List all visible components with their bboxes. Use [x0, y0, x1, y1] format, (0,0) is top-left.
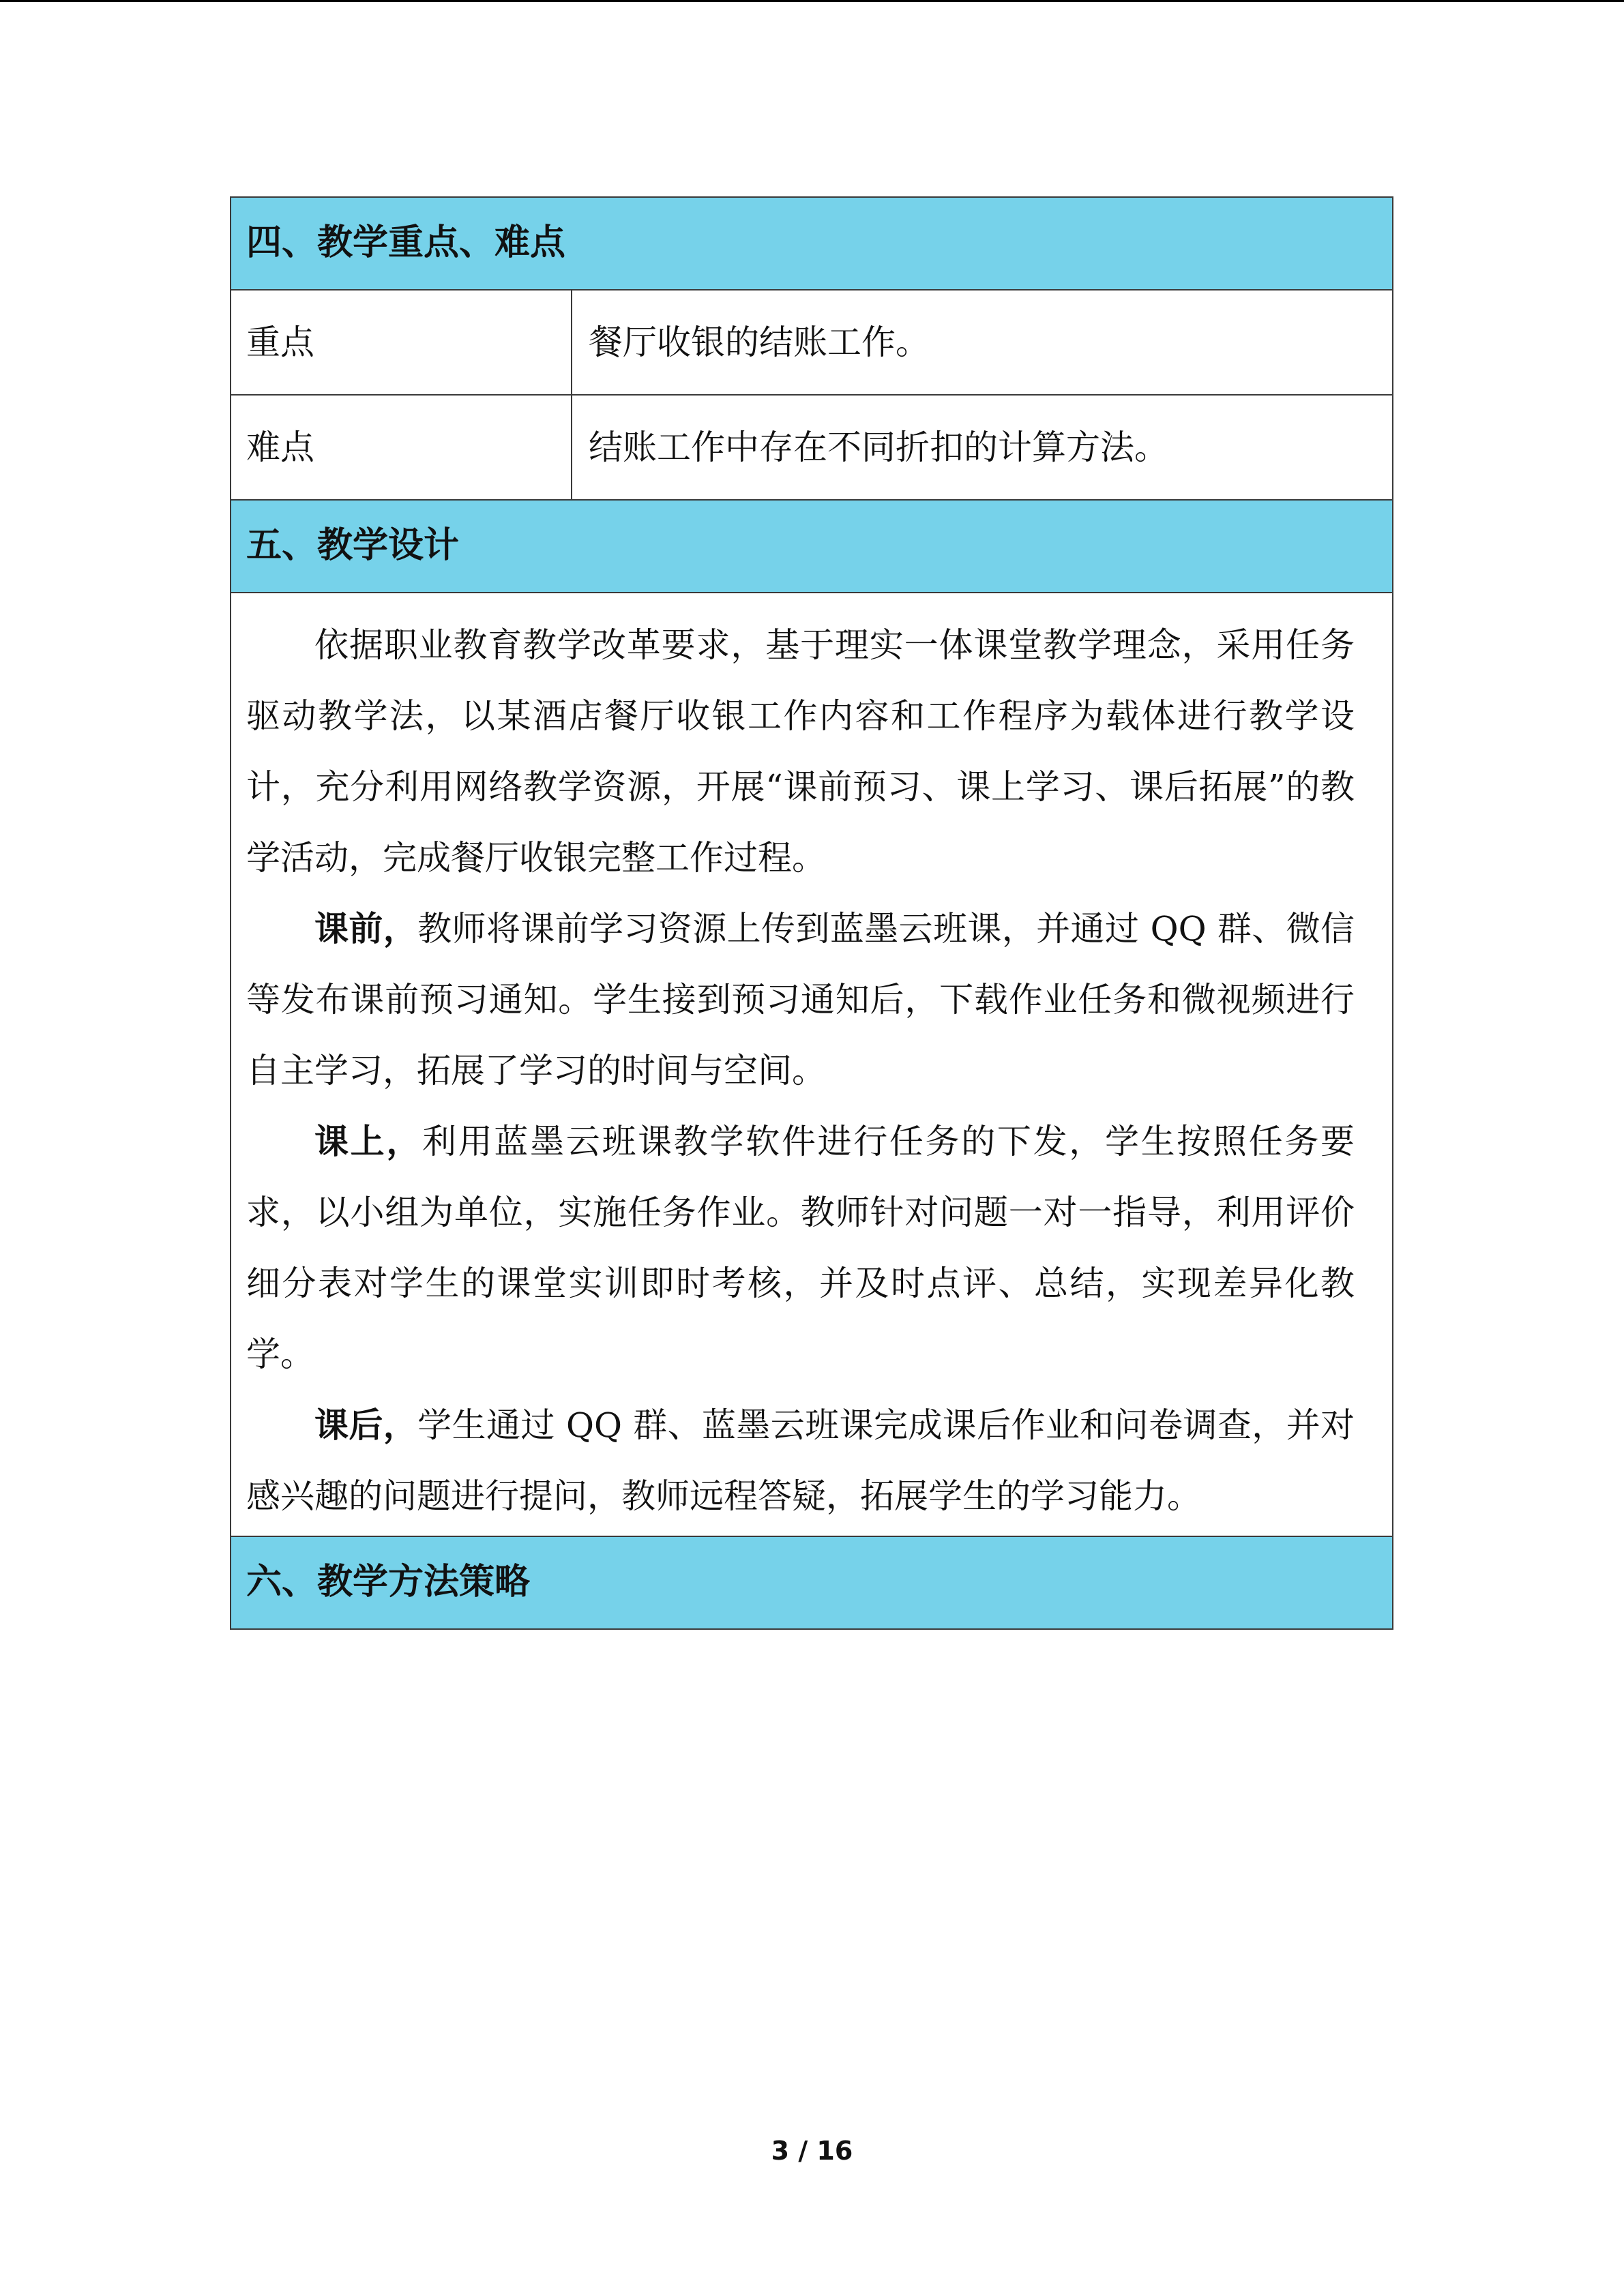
- section-header-teaching-design: [231, 500, 1393, 593]
- teaching-design-text: [231, 593, 1393, 1536]
- section-header-key-points: [231, 197, 1393, 290]
- table-row-key-point: [231, 290, 1393, 395]
- paragraph-before-class: [246, 893, 1355, 1106]
- lesson-plan-table: [230, 196, 1393, 1630]
- section-header-teaching-methods: [231, 1536, 1393, 1629]
- paragraph-after-class: [246, 1390, 1355, 1532]
- table-row-difficulty: [231, 395, 1393, 500]
- section-title: 四、教学重点、难点: [231, 197, 1393, 290]
- row-value: 结账工作中存在不同折扣的计算方法。: [572, 395, 1393, 500]
- paragraph-lead: 课后，: [314, 1405, 418, 1445]
- paragraph-text: 学生通过 QQ 群、蓝墨云班课完成课后作业和问卷调查，并对感兴趣的问题进行提问，教师远程答疑，拓展学生的学习能力。: [246, 1405, 1355, 1516]
- paragraph-text: 利用蓝墨云班课教学软件进行任务的下发，学生按照任务要求，以小组为单位，实施任务作业。教师针对问题一对一指导，利用评价细分表对学生的课堂实训即时考核，并及时点评、总结，实现差异化教学。: [246, 1122, 1355, 1374]
- top-border-line: [0, 0, 1624, 2]
- table-row-teaching-design-body: [231, 593, 1393, 1536]
- row-value: 餐厅收银的结账工作。: [572, 290, 1393, 395]
- paragraph-text: 依据职业教育教学改革要求，基于理实一体课堂教学理念，采用任务驱动教学法，以某酒店餐厅收银工作内容和工作程序为载体进行教学设计，充分利用网络教学资源，开展“课前预习、课上学习、课后拓展”的教学活动，完成餐厅收银完整工作过程。: [246, 625, 1355, 878]
- paragraph-in-class: [246, 1106, 1355, 1390]
- section-title: 五、教学设计: [231, 500, 1393, 593]
- row-label: 难点: [231, 395, 572, 500]
- row-label: 重点: [231, 290, 572, 395]
- paragraph-text: 教师将课前学习资源上传到蓝墨云班课，并通过 QQ 群、微信等发布课前预习通知。学生接到预习通知后，下载作业任务和微视频进行自主学习，拓展了学习的时间与空间。: [246, 909, 1355, 1090]
- paragraph-lead: 课上，: [314, 1122, 423, 1161]
- paragraph-lead: 课前，: [314, 909, 418, 949]
- section-title: 六、教学方法策略: [231, 1536, 1393, 1629]
- paragraph-intro: [246, 610, 1355, 893]
- page-number: 3 / 16: [771, 2136, 853, 2166]
